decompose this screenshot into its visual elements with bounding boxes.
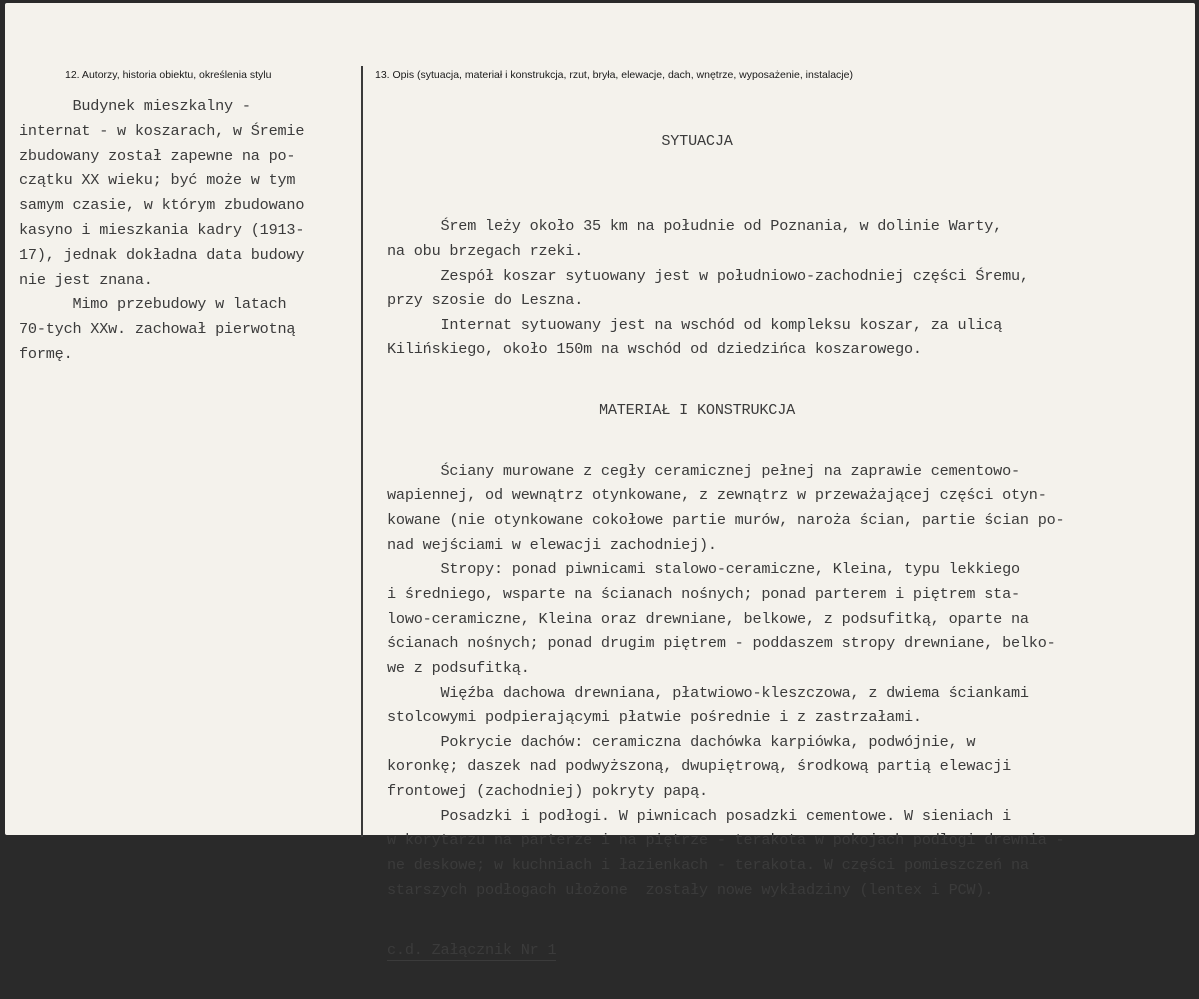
text-line: Pokrycie dachów: ceramiczna dachówka karpiówka, podwójnie, w [387,732,976,751]
text-line: frontowej (zachodniej) pokryty papą. [387,782,708,801]
text-line: Zespół koszar sytuowany jest w południowo-zachodniej części Śremu, [387,266,1029,285]
text-line: samym czasie, w którym zbudowano [19,196,305,215]
text-line: zbudowany został zapewne na po- [19,146,296,165]
text-line: czątku XX wieku; być może w tym [19,171,296,190]
heading-situation: SYTUACJA [661,132,733,150]
situation-paragraphs [387,190,1064,387]
text-line: Więźba dachowa drewniana, płatwiowo-kleszczowa, z dwiema ściankami [387,683,1029,702]
annex-reference: c.d. Załącznik Nr 1 [387,941,557,960]
text-line: przy szosie do Leszna. [387,291,584,310]
text-line: 17), jednak dokładna data budowy [19,245,305,264]
spacer [387,362,1064,387]
text-line: 70-tych XXw. zachował pierwotną [19,320,296,339]
text-line: Internat sytuowany jest na wschód od kompleksu koszar, za ulicą [387,315,1003,334]
section-12-header: 12. Autorzy, historia obiektu, określenia stylu [65,69,272,81]
text-line: ne deskowe; w kuchniach i łazienkach - terakota. W części pomieszczeń na [387,856,1029,875]
text-line: na obu brzegach rzeki. [387,241,584,260]
description-text [387,93,1064,999]
text-line: lowo-ceramiczne, Kleina oraz drewniane, belkowe, z podsufitką, oparte na [387,609,1029,628]
text-line: i średniego, wsparte na ścianach nośnych; ponad parterem i piętrem sta- [387,584,1020,603]
text-line: kasyno i mieszkania kadry (1913- [19,220,305,239]
text-line: wapiennej, od wewnątrz otynkowane, z zewnątrz w przeważającej części otyn- [387,486,1047,505]
section-13-header: 13. Opis (sytuacja, materiał i konstrukcja, rzut, bryła, elewacje, dach, wnętrze, wyposażenie, instalacje) [375,69,853,81]
text-line: Kilińskiego, około 150m na wschód od dziedzińca koszarowego. [387,340,922,359]
text-line: formę. [19,344,73,363]
document-card [5,3,1195,960]
text-line: ścianach nośnych; ponad drugim piętrem - poddaszem stropy drewniane, belko- [387,634,1056,653]
continuation-line [387,938,1064,963]
text-line: Mimo przebudowy w latach [19,295,287,314]
text-line [387,190,1064,215]
history-text [19,94,304,367]
text-line: starszych podłogach ułożone zostały nowe wykładziny (lentex i PCW). [387,880,994,899]
text-line: w korytarzu na parterze i na piętrze - terakota w pokojach podłogi drewnia - [387,831,1065,850]
text-line: stolcowymi podpierającymi płatwie pośrednie i z zastrzałami. [387,708,922,727]
text-line: Budynek mieszkalny - [19,97,251,115]
text-line: nad wejściami w elewacji zachodniej). [387,535,717,554]
text-line: internat - w koszarach, w Śremie [19,121,305,140]
text-line: koronkę; daszek nad podwyższoną, dwupiętrową, środkową partią elewacji [387,757,1011,776]
text-line: kowane (nie otynkowane cokołowe partie murów, naroża ścian, partie ścian po- [387,511,1065,530]
column-divider [361,66,363,837]
text-line: nie jest znana. [19,270,153,289]
heading-material: MATERIAŁ I KONSTRUKCJA [598,401,796,420]
material-paragraphs [387,459,1064,903]
text-line: Posadzki i podłogi. W piwnicach posadzki cementowe. W sieniach i [387,806,1011,825]
text-line: we z podsufitką. [387,658,530,677]
text-line: Ściany murowane z cegły ceramicznej pełnej na zaprawie cementowo- [387,461,1020,480]
text-line: Śrem leży około 35 km na południe od Poznania, w dolinie Warty, [387,217,1003,236]
text-line: Stropy: ponad piwnicami stalowo-ceramiczne, Kleina, typu lekkiego [387,560,1020,579]
